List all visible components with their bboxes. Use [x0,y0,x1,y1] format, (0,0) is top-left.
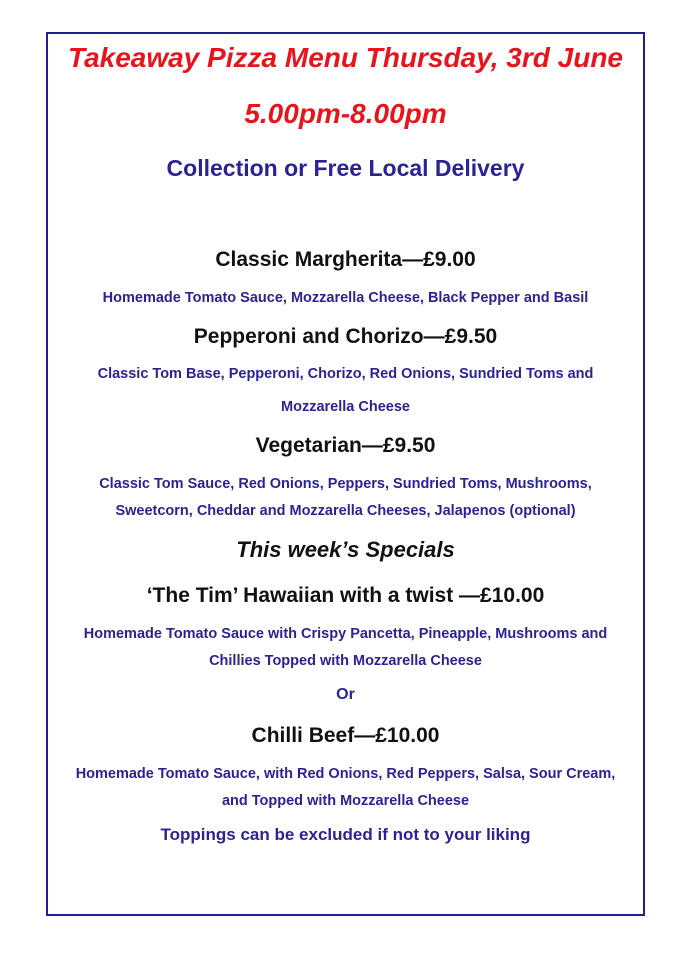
service-hours: 5.00pm-8.00pm [244,98,447,129]
pizza-description: and Topped with Mozzarella Cheese [221,793,470,809]
pizza-name-pepperoni: Pepperoni and Chorizo—£9.50 [193,325,498,348]
pizza-description: Homemade Tomato Sauce, Mozzarella Cheese, Black Pepper and Basil [102,290,589,306]
menu-title: Takeaway Pizza Menu Thursday, 3rd June [68,42,623,73]
pizza-description: Homemade Tomato Sauce, with Red Onions, Red Peppers, Salsa, Sour Cream, [75,766,616,782]
pizza-description: Classic Tom Sauce, Red Onions, Peppers, Sundried Toms, Mushrooms, [99,476,592,492]
delivery-subtitle: Collection or Free Local Delivery [166,155,525,181]
specials-heading: This week’s Specials [236,537,455,562]
pizza-description: Mozzarella Cheese [281,399,410,415]
pizza-name-margherita: Classic Margherita—£9.00 [215,248,476,271]
pizza-description: Classic Tom Base, Pepperoni, Chorizo, Red Onions, Sundried Toms and [97,366,594,382]
pizza-description: Sweetcorn, Cheddar and Mozzarella Cheeses, Jalapenos (optional) [115,503,576,519]
specials-separator: Or [336,686,355,703]
pizza-description: Homemade Tomato Sauce with Crispy Pancetta, Pineapple, Mushrooms and [83,626,608,642]
toppings-note: Toppings can be excluded if not to your liking [160,825,531,844]
pizza-name-chilli-beef: Chilli Beef—£10.00 [251,724,440,747]
pizza-description: Chillies Topped with Mozzarella Cheese [209,653,482,669]
pizza-name-the-tim: ‘The Tim’ Hawaiian with a twist —£10.00 [146,584,545,607]
pizza-name-vegetarian: Vegetarian—£9.50 [255,434,436,457]
